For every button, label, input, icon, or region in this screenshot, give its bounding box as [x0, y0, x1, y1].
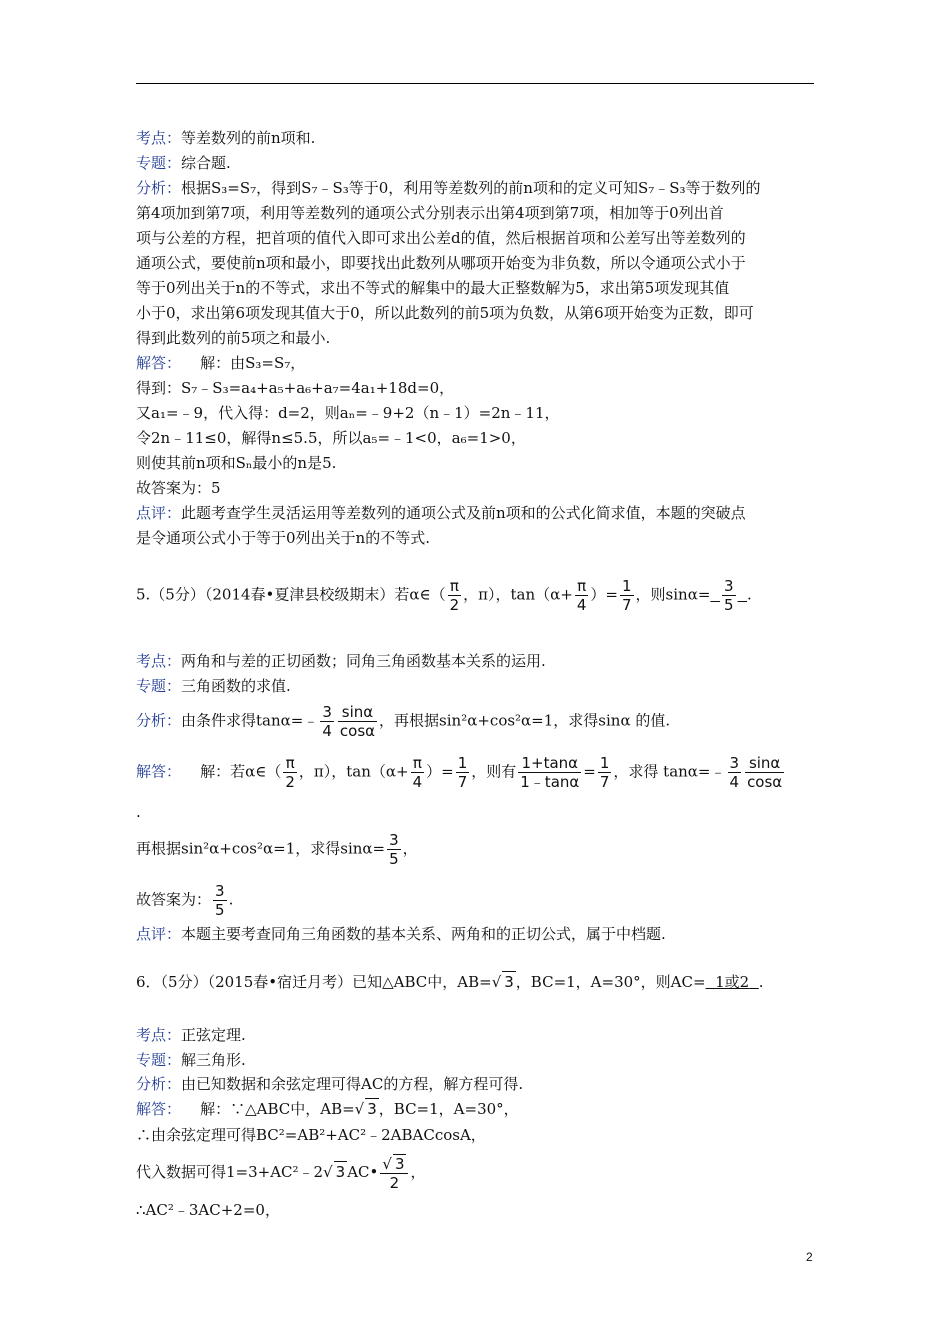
q4-fenxi-4: 等于0列出关于n的不等式，求出不等式的解集中的最大正整数解为5，求出第5项发现其值	[136, 279, 730, 297]
q4-dianping-1: 是令通项公式小于等于0列出关于n的不等式.	[136, 529, 430, 547]
q6-kaodian: 考点：正弦定理.	[136, 1026, 246, 1044]
q4-jieda-1: 得到：S₇﹣S₃=a₄+a₅+a₆+a₇=4a₁+18d=0，	[136, 379, 455, 397]
q5-kaodian: 考点：两角和与差的正切函数；同角三角函数基本关系的运用.	[136, 652, 546, 670]
frac-pi-2: $\frac{\pi}{2}$	[449, 577, 460, 614]
q4-fenxi-1: 第4项加到第7项，利用等差数列的通项公式分别表示出第4项到第7项，相加等于0列出首	[136, 204, 724, 222]
frac-1-7: $\frac{1}{7}$	[622, 577, 632, 614]
q6-line4: ∴AC²﹣3AC+2=0，	[136, 1201, 280, 1219]
answer-frac-3-5: $\frac{3}{5}$	[723, 577, 734, 614]
q6-line3: 代入数据可得1=3+AC²﹣2√ 3 AC• $\frac{√ 3}{2}$ ，	[136, 1155, 426, 1192]
q6-fenxi: 分析：由已知数据和余弦定理可得AC的方程，解方程可得.	[136, 1075, 524, 1093]
q6-zhuanti: 专题：解三角形.	[136, 1051, 246, 1069]
q4-kaodian: 考点：等差数列的前n项和.	[136, 129, 316, 147]
q5-answer: 故答案为： $\frac{3}{5}$ .	[136, 882, 234, 919]
q4-jieda-3: 令2n﹣11≤0，解得n≤5.5，所以a₅=﹣1<0，a₆=1>0，	[136, 429, 526, 447]
q4-fenxi-5: 小于0，求出第6项发现其值大于0，所以此数列的前5项为负数，从第6项开始变为正数，即可	[136, 304, 754, 322]
q5-jieda-dot: .	[136, 803, 141, 821]
q4-jieda-0: 解答： 解：由S₃=S₇，	[136, 354, 306, 372]
q6-jieda: 解答： 解：∵△ABC中，AB=√ 3 ，BC=1，A=30°，	[136, 1100, 519, 1118]
q5-zhuanti: 专题：三角函数的求值.	[136, 677, 291, 695]
q6-answer: 1或2	[715, 973, 750, 991]
q4-fenxi-3: 通项公式，要使前n项和最小，即要找出此数列从哪项开始变为非负数，所以令通项公式小于	[136, 254, 746, 272]
q4-jieda-4: 则使其前n项和Sₙ最小的n是5.	[136, 454, 337, 472]
header-rule	[136, 83, 814, 84]
q4-fenxi-6: 得到此数列的前5项之和最小.	[136, 329, 331, 347]
q5-stem: 5.（5分）（2014春•夏津县校级期末）若α∈（ $\frac{\pi}{2}$ ，π），tan（α+ $\frac{\pi}{4}$ ）= $\frac{1}{7}$ ，则sinα= $\frac{3}{5}$ .	[136, 577, 752, 614]
q4-jieda-5: 故答案为：5	[136, 479, 221, 497]
q5-fenxi: 分析：由条件求得tanα=﹣ $\frac{3}{4}$ $\frac{\sin\alpha}{\cos\alpha}$ ，再根据sin²α+cos²α=1，求得sinα 的值.	[136, 703, 671, 740]
page-number: 2	[806, 1250, 813, 1264]
q6-stem: 6．（5分）（2015春•宿迁月考）已知△ABC中，AB=√ 3 ，BC=1，A=30°，则AC= 1或2 .	[136, 973, 764, 991]
q5-dianping: 点评：本题主要考查同角三角函数的基本关系、两角和的正切公式，属于中档题.	[136, 925, 666, 943]
q4-jieda-2: 又a₁=﹣9，代入得：d=2，则aₙ=﹣9+2（n﹣1）=2n﹣11，	[136, 404, 560, 422]
q4-dianping-0: 点评：此题考查学生灵活运用等差数列的通项公式及前n项和的公式化简求值，本题的突破点	[136, 504, 746, 522]
q6-line2: ∴由余弦定理可得BC²=AB²+AC²﹣2ABACcosA，	[136, 1126, 486, 1144]
q5-jieda: 解答： 解：若α∈（ $\frac{\pi}{2}$ ，π），tan（α+ $\frac{\pi}{4}$ ）= $\frac{1}{7}$ ，则有 $\frac{1+\tan\alpha}{1﹣\tan\alpha}$ = $\frac{1}{7}$ ，求得 tanα=﹣ $\frac{3}{4}$ $\frac{\sin\alpha}{\cos\alpha}$	[136, 754, 783, 791]
q4-fenxi-0: 分析：根据S₃=S₇，得到S₇﹣S₃等于0，利用等差数列的前n项和的定义可知S₇﹣S₃等于数列的	[136, 179, 761, 197]
frac-pi-4: $\frac{\pi}{4}$	[576, 577, 587, 614]
q4-fenxi-2: 项与公差的方程，把首项的值代入即可求出公差d的值，然后根据首项和公差写出等差数列的	[136, 229, 746, 247]
q4-zhuanti: 专题：综合题.	[136, 154, 231, 172]
q5-then: 再根据sin²α+cos²α=1，求得sinα= $\frac{3}{5}$ ，	[136, 831, 418, 868]
